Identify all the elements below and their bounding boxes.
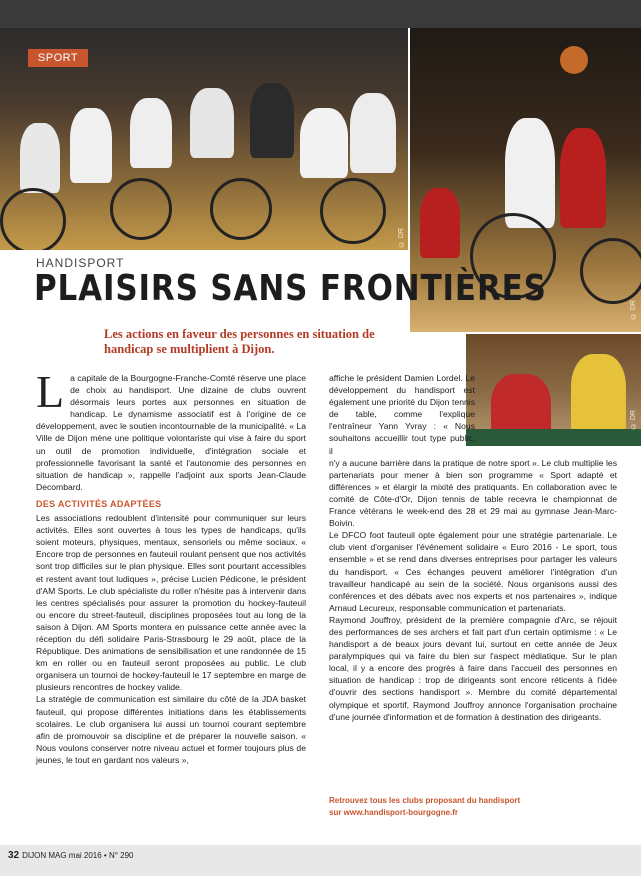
footer xyxy=(8,850,134,861)
photo-credit: © DR xyxy=(630,300,637,320)
article-column-right xyxy=(329,372,617,723)
section-tag: SPORT xyxy=(28,49,88,67)
subheading: DES ACTIVITÉS ADAPTÉES xyxy=(36,498,162,509)
paragraph: affiche le président Damien Lordel. Le développement du handisport est également une priorité du Dijon tennis de table, comme l'explique l'entraîneur Yann Yvray : « Nous souhaitons accueillir tout type public, il xyxy=(329,373,475,456)
kicker: HANDISPORT xyxy=(36,256,125,270)
page-number: 32 xyxy=(8,850,20,861)
dropcap: L xyxy=(36,366,65,417)
paragraph: Raymond Jouffroy, président de la première compagnie d'Arc, se réjouit des performances de ses archers et fait part d'un certain optimisme : « Le handisport a de beaux jours devant lui, surtout en cette année de Jeux paralympiques qui va faire du bien sur l'aspect médiatique. Sur le plan local, il y a encore des progrès à faire dans l'accueil des personnes en situation de handicap : trop de dirigeants sont encore réticents à l'idée d'ouvrir des sections handisport ». Membre du comité départemental olympique et sportif, Raymond Jouffroy annonce l'organisation prochaine d'une journée d'information et de formation à destination des dirigeants. xyxy=(329,614,617,722)
website-link[interactable]: sur www.handisport-bourgogne.fr xyxy=(329,808,459,817)
headline: PLAISIRS SANS FRONTIÈRES xyxy=(34,268,547,309)
photo-credit: © DR xyxy=(398,228,405,248)
paragraph: La stratégie de communication est similaire du côté de la JDA basket fauteuil, qui propose différentes initiations dans les établissements scolaires. Le club organisera lui aussi un tournoi courant septembre afin de promouvoir sa discipline et de préparer la nouvelle saison. « Nous voulons conserver notre niveau actuel et former toujours plus de jeunes, le tout en gardant nos valeurs », xyxy=(36,694,306,765)
paragraph: Le DFCO foot fauteuil opte également pour une stratégie partenariale. Le club vient d'organiser l'événement solidaire « Euro 2016 - Le sport, tous ensemble » et se rend dans diverses entreprises pour partager les valeurs du handisport. « Ces échanges peuvent améliorer l'intégration d'un travailleur handicapé au sein de la société. Nous organisons aussi des conférences et des débats avec nos experts et nos partenaires », indique Arnaud Lecureux, responsable communication et partenariats. xyxy=(329,530,617,613)
paragraph: Les associations redoublent d'intensité pour communiquer sur leurs activités. Elles sont ouvertes à tous les types de handicaps, qu'ils soient moteurs, physiques, mentaux, sensoriels ou même sociaux. « Encore trop de personnes en fauteuil roulant pensent que nos activités sont trop difficiles sur le plan physique. Elles sont pourtant accessibles et restent avant tout ludiques », précise Lucien Pédicone, le président d'AM Sports. Le club spécialiste du roller n'hésite pas à intervenir dans les centres spécialisés pour assurer la promotion du hockey-fauteuil ou encore du street-fauteuil, disciplines proposées tout au long de la saison à Dijon. AM Sports montera en puissance cette année avec la réception du défi solidaire Paris-Strasbourg le 29 août, place de la République. Des animations de sensibilisation et une randonnée de 15 km en roller ou en fauteuil seront proposées au public. Le club organisera un tournoi de hockey-fauteuil le 17 septembre en marge de plusieurs rencontres de hockey valide. xyxy=(36,513,306,693)
photo-credit: © DR xyxy=(630,410,637,430)
website-note xyxy=(329,795,589,819)
lead-paragraph: Les actions en faveur des personnes en situation de handicap se multiplient à Dijon. xyxy=(104,327,375,356)
website-note-line: Retrouvez tous les clubs proposant du handisport xyxy=(329,796,521,805)
top-bar xyxy=(0,0,641,28)
article-column-left xyxy=(36,366,306,766)
paragraph: a capitale de la Bourgogne-Franche-Comté réserve une place de choix au handisport. Une dizaine de clubs ouvrent désormais leurs portes aux personnes en situation de handicap. Le dynamisme associatif est à l'origine de ce développement, avec le soutien incontournable de la municipalité. « La Ville de Dijon mène une politique volontariste qui vise à faire du sport un outil de promotion individuelle, d'intégration sociale et professionnelle favorisant la santé et l'autonomie des personnes en situation de handicap », rappelle l'adjoint aux sports Jean-Claude Decombard. xyxy=(36,373,306,492)
paragraph: n'y a aucune barrière dans la pratique de notre sport ». Le club multiplie les partenariats pour mener à bien son programme « Sport adapté et différences » et élargir la mixité des pratiquants. En collaboration avec le comité de Côte-d'Or, Dijon tennis de table recevra le championnat de France vétérans le week-end des 28 et 29 mai au gymnase Jean-Marc-Boivin. xyxy=(329,457,617,529)
publication-info: DIJON MAG mai 2016 • N° 290 xyxy=(22,851,134,860)
